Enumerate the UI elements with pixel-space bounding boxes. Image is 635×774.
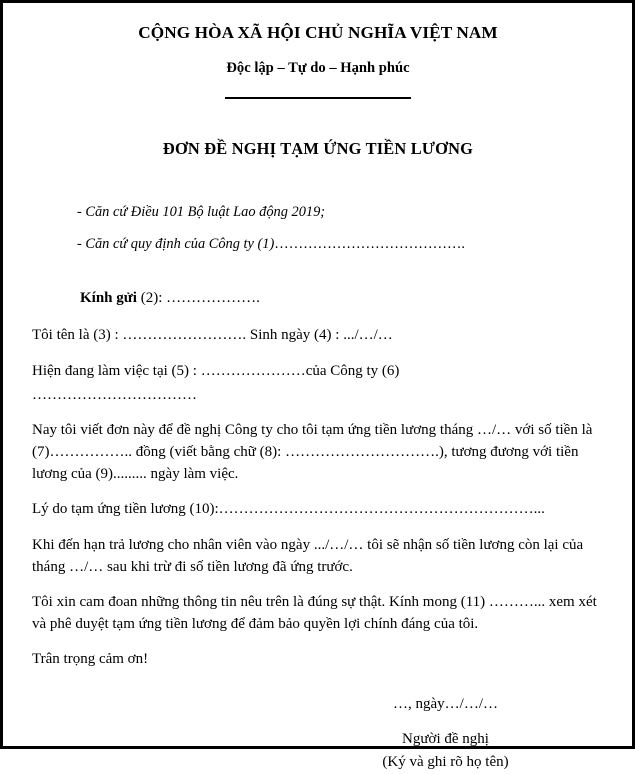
- legal-basis-text: - Căn cứ quy định của Công ty (1): [77, 235, 275, 252]
- signature-date: …, ngày…/…/…: [393, 695, 498, 712]
- page-title: ĐƠN ĐỀ NGHỊ TẠM ỨNG TIỀN LƯƠNG: [162, 139, 474, 159]
- signature-instruction: (Ký và ghi rõ họ tên): [382, 754, 509, 771]
- body-paragraph: Tôi xin cam đoan những thông tin nêu trên là đúng sự thật. Kính mong (11) ………... xem xét và phê duyệt tạm ứng tiền lương để đảm bảo quyền lợi chính đáng của tôi.: [32, 594, 597, 633]
- document-body: [32, 324, 604, 670]
- body-closing: Trân trọng cảm ơn!: [32, 651, 149, 668]
- legal-basis-item: - Căn cứ Điều 101 Bộ luật Lao động 2019;: [77, 203, 326, 220]
- header-divider: [32, 97, 604, 107]
- horizontal-rule-icon: [225, 97, 411, 99]
- body-paragraph: Hiện đang làm việc tại (5) : …………………của Công ty (6): [32, 362, 400, 379]
- body-paragraph: Lý do tạm ứng tiền lương (10):………………………………………………………...: [32, 501, 545, 518]
- legal-basis-dots: ………………………………….: [274, 235, 465, 252]
- body-paragraph: Tôi tên là (3) : ……………………. Sinh ngày (4) : .../…/…: [32, 327, 393, 344]
- recipient-value: (2): ……………….: [136, 289, 260, 306]
- signature-block: [32, 693, 604, 774]
- signature-role: Người đề nghị: [402, 730, 489, 747]
- document-content: [3, 3, 632, 771]
- legal-basis-item: [77, 235, 604, 253]
- recipient-label: Kính gửi: [80, 289, 137, 306]
- national-title: CỘNG HÒA XÃ HỘI CHỦ NGHĨA VIỆT NAM: [138, 23, 498, 42]
- recipient-line: [32, 289, 604, 309]
- body-paragraph-dots: ……………………………: [32, 386, 197, 403]
- legal-basis-block: [32, 203, 604, 253]
- body-paragraph: Nay tôi viết đơn này để đề nghị Công ty cho tôi tạm ứng tiền lương tháng …/… với số tiền là (7)…………….. đồng (viết bằng chữ (8): ………………………….), tương đương với tiền lương của (9)......... ngày làm việc.: [32, 421, 593, 483]
- signature-inner: [296, 693, 596, 774]
- national-motto: Độc lập – Tự do – Hạnh phúc: [226, 59, 410, 76]
- body-paragraph: Khi đến hạn trả lương cho nhân viên vào ngày .../…/… tôi sẽ nhận số tiền lương còn lại của tháng …/… sau khi trừ đi số tiền lương đã ứng trước.: [32, 536, 584, 575]
